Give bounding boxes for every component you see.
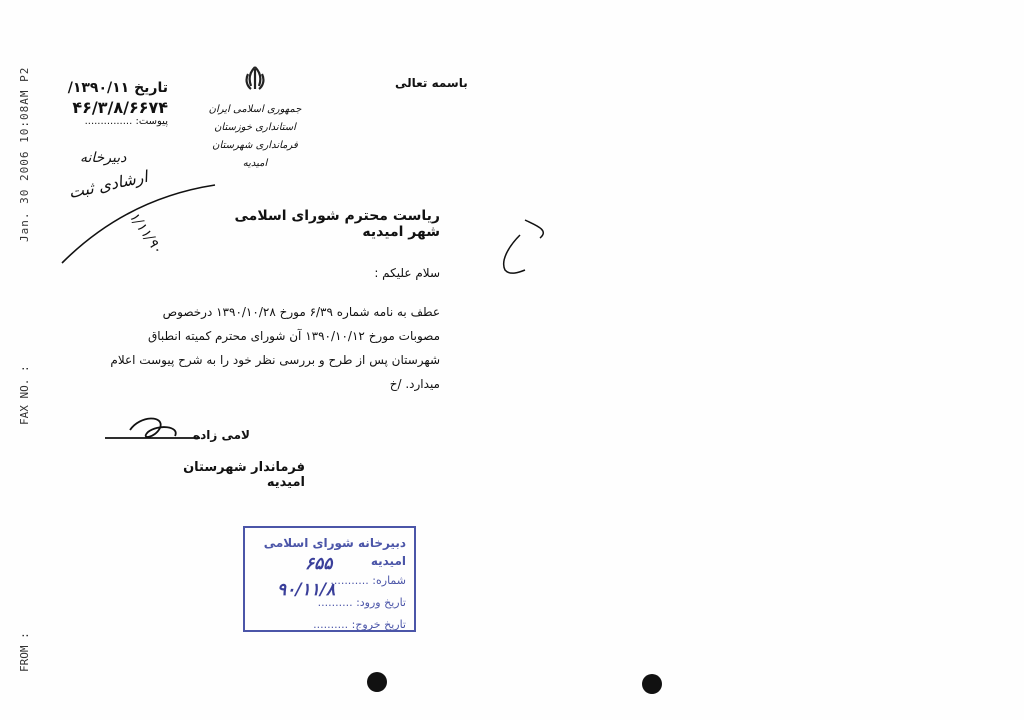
stamp-exit-label: تاریخ خروج: .......... [313,618,406,631]
fax-from-label: FROM : [18,632,31,672]
letterhead-line-1: جمهوری اسلامی ایران [208,104,302,115]
classification-heading: باسمه تعالی [395,76,468,90]
letterhead-line-3: فرمانداری شهرستان امیدیه [212,140,298,169]
letter-meta [38,80,168,134]
stamp-entry-value: ۹۰/۱۱/۸ [277,580,336,600]
body-line-2: مصوبات مورخ ۱۳۹۰/۱۰/۱۲ آن شورای محترم کمیته انطباق [147,329,440,343]
fax-number-label: FAX NO. : [18,365,31,425]
iran-emblem-icon [205,64,305,101]
margin-check-mark [495,210,555,284]
secretariat-stamp [243,526,416,632]
handnote-line-1: دبیرخانه [80,150,127,166]
body-line-3: شهرستان پس از طرح و بررسی نظر خود را به شرح پیوست اعلام [110,353,440,367]
letter-body [75,300,440,396]
punch-hole-right [642,674,662,694]
body-line-4: میدارد. /خ [389,377,440,391]
stamp-number-value: ۶۵۵ [305,554,333,574]
body-line-1: عطف به نامه شماره ۶/۳۹ مورخ ۱۳۹۰/۱۰/۲۸ درخصوص [162,305,440,319]
handwritten-note [60,145,220,275]
fax-timestamp: Jan. 30 2006 10:08AM P2 [18,66,31,242]
greeting: سلام علیکم : [374,266,440,280]
signer-title: فرماندار شهرستان امیدیه [183,460,305,490]
letter-date: تاریخ ۱۳۹۰/۱۱/ [67,80,168,96]
letterhead [205,64,305,173]
letter-number: ۴۶/۳/۸/۶۶۷۴ [72,98,168,117]
stamp-number-label: شماره: ........... [330,574,406,587]
punch-hole-left [367,672,387,692]
letter-attachment: پیوست: ............... [84,116,168,127]
stamp-title: دبیرخانه شورای اسلامی امیدیه [263,536,406,568]
letterhead-line-2: استانداری خوزستان [214,122,296,133]
handnote-date: ۱/۱۱/۹۰ [125,209,166,257]
stamp-entry-label: تاریخ ورود: .......... [317,596,406,609]
signer-name: لامی زاده [193,428,250,442]
addressee: ریاست محترم شورای اسلامی شهر امیدیه [234,208,440,240]
handnote-line-2: ارشادی ثبت [66,166,150,203]
